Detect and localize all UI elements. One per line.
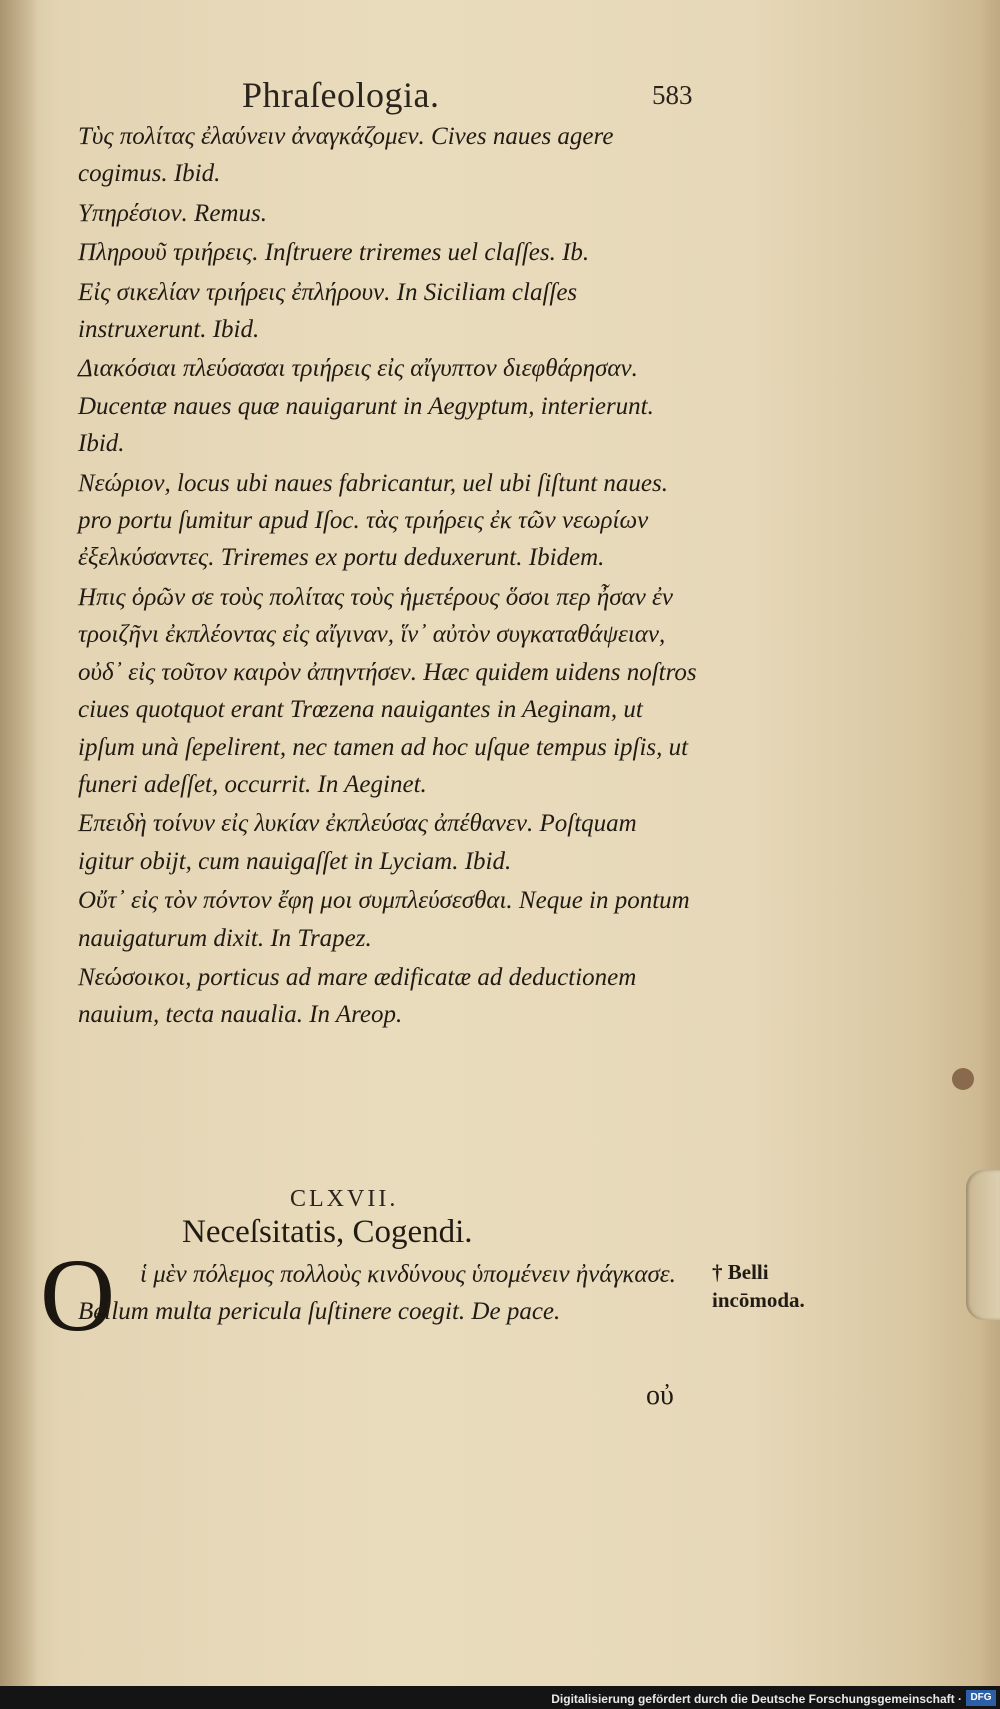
entry: Επειδὴ τοίνυν εἰς λυκίαν ἐκπλεύσας ἀπέθανεν. Poſtquam igitur obijt, cum nauigaſſet in Lyciam. Ibid. <box>78 810 637 875</box>
footer-credit: Digitalisierung gefördert durch die Deutsche Forschungsgemeinschaft · <box>551 1692 962 1706</box>
entry: Τὺς πολίτας ἐλαύνειν ἀναγκάζομεν. Cives naues agere cogimus. Ibid. <box>78 123 614 188</box>
drop-cap: O <box>40 1238 116 1353</box>
catchword: οὐ <box>646 1380 674 1411</box>
page-number: 583 <box>652 80 693 110</box>
page-gutter <box>0 0 38 1686</box>
paper-hole <box>952 1068 974 1090</box>
entry: Νεώσοικοι, porticus ad mare ædificatæ ad deductionem nauium, tecta naualia. In Areop. <box>78 963 637 1029</box>
entry: Διακόσιαι πλεύσασαι τριήρεις εἰς αἴγυπτον διεφθάρησαν. Ducentæ naues quæ nauigarunt in Aegyptum, interierunt. Ibid. <box>78 355 654 458</box>
entry: Ηπις ὁρῶν σε τοὺς πολίτας τοὺς ἡμετέρους ὅσοι περ ἦσαν ἐν τροιζῆνι ἐκπλέοντας εἰς αἴγιναν, ἵν᾽ αὐτὸν συγκαταθάψειαν, οὐδ᾽ εἰς τοῦτον καιρὸν ἀπηντήσεν. Hæc quidem uidens noſtros ciues quotquot erant Trœzena nauigantes in Aeginam, ut ipſum unà ſepelirent, nec tamen ad hoc uſque tempus ipſis, ut funeri adeſſet, occurrit. In Aeginet. <box>78 583 697 798</box>
section-number: CLXVII. <box>290 1186 399 1212</box>
footer-bar <box>0 1686 1000 1709</box>
running-head: Phraſeologia. <box>242 75 440 115</box>
page-tab <box>966 1170 1000 1320</box>
entry: Οὔτ᾽ εἰς τὸν πόντον ἔφη μοι συμπλεύσεσθαι. Neque in pontum nauigaturum dixit. In Trapez. <box>78 887 690 952</box>
section-entry: ἱ μὲν πόλεμος πολλοὺς κινδύνους ὑπομένειν ἠνάγκασε. Bellum multa pericula ſuſtinere coegit. De pace. <box>78 1261 676 1326</box>
entry: Νεώριον, locus ubi naues fabricantur, uel ubi ſiſtunt naues. pro portu ſumitur apud Iſoc. τὰς τριήρεις ἐκ τῶν νεωρίων ἐξελκύσαντες. Triremes ex portu deduxerunt. Ibidem. <box>78 469 668 572</box>
entry: Πληρουῦ τριήρεις. Inſtruere triremes uel claſſes. Ib. <box>78 239 590 267</box>
margin-note: † Belli incōmoda. <box>712 1260 805 1312</box>
entries-text <box>78 118 698 1036</box>
page-edge <box>980 0 1000 1686</box>
entry: Εἰς σικελίαν τριήρεις ἐπλήρουν. In Siciliam claſſes instruxerunt. Ibid. <box>78 278 578 344</box>
dfg-logo-icon: DFG <box>966 1690 996 1706</box>
entry: Υπηρέσιον. Remus. <box>78 199 267 227</box>
section-title: Neceſsitatis, Cogendi. <box>182 1214 473 1250</box>
